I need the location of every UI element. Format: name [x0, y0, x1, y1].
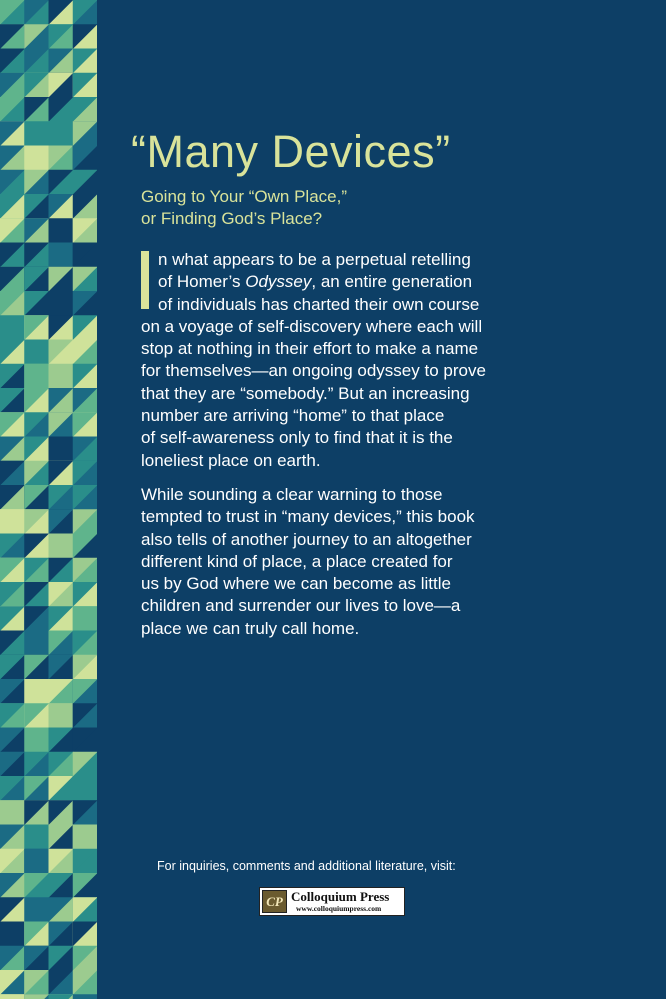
book-subtitle [141, 186, 471, 230]
paragraph-line: also tells of another journey to an altogether [141, 529, 472, 549]
paragraph-line: n what appears to be a perpetual retelling [158, 250, 471, 269]
publisher-name: Colloquium Press [291, 889, 390, 904]
description-paragraph-1 [141, 249, 541, 472]
paragraph-line: of self-awareness only to find that it is the [141, 428, 453, 448]
drop-cap-bar [141, 251, 149, 309]
paragraph-line: stop at nothing in their effort to make a name [141, 339, 479, 359]
subtitle-line: Going to Your “Own Place,” [141, 187, 348, 206]
publisher-url: www.colloquiumpress.com [296, 904, 382, 913]
paragraph-line: place we can truly call home. [141, 618, 360, 638]
publisher-mark: CP [262, 890, 287, 913]
description [141, 249, 541, 652]
triangle-pattern [0, 0, 97, 999]
publisher-logo [259, 887, 405, 916]
paragraph-line: number are arriving “home” to that place [141, 406, 445, 426]
odyssey-title: Odyssey [245, 272, 312, 292]
paragraph-line: children and surrender our lives to love—a [141, 596, 461, 616]
paragraph-text: , an entire generation [311, 272, 473, 292]
paragraph-line: loneliest place on earth. [141, 450, 321, 470]
footer-text: For inquiries, comments and additional literature, visit: [157, 859, 456, 873]
subtitle-line: or Finding God’s Place? [141, 209, 323, 228]
paragraph-line: of individuals has charted their own course [158, 294, 480, 314]
pattern-cell [73, 994, 97, 999]
paragraph-text: of Homer’s [158, 272, 246, 292]
paragraph-line: different kind of place, a place created for [141, 551, 453, 571]
paragraph-line: tempted to trust in “many devices,” this book [141, 507, 475, 527]
paragraph-line: for themselves—an ongoing odyssey to prove [141, 361, 486, 381]
paragraph-line: that they are “somebody.” But an increasing [141, 383, 470, 403]
paragraph-line: While sounding a clear warning to those [141, 484, 443, 504]
description-paragraph-2 [141, 484, 541, 640]
geometric-pattern-strip [0, 0, 97, 999]
paragraph-line [141, 271, 541, 293]
book-title: “Many Devices” [131, 126, 451, 177]
paragraph-line: us by God where we can become as little [141, 574, 451, 594]
paragraph-line: on a voyage of self-discovery where each will [141, 316, 483, 336]
